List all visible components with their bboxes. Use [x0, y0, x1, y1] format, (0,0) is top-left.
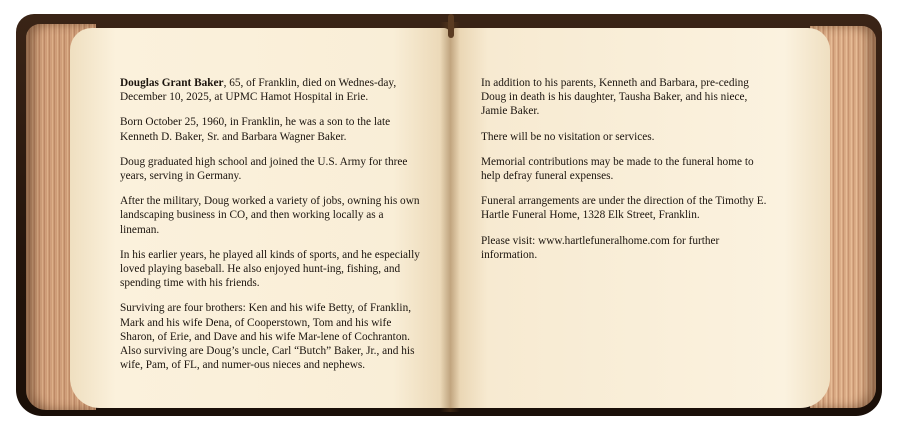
intro-details: , 65, of Franklin, died on Wednes-day, December 10, 2025, at UPMC Hamot Hospital in Erie.	[120, 77, 397, 104]
right-page-text	[481, 76, 773, 273]
hobbies-paragraph: In his earlier years, he played all kinds of sports, and he especially loved playing baseball. He also enjoyed hunt-ing, fishing, and spending time with his friends.	[120, 248, 420, 290]
career-paragraph: After the military, Doug worked a variety of jobs, owning his own landscaping business in CO, and then working locally as a lineman.	[120, 195, 420, 236]
obituary-intro	[120, 76, 420, 104]
deceased-name: Douglas Grant Baker	[120, 77, 224, 89]
book-spine	[448, 14, 454, 38]
memorial-paragraph: Memorial contributions may be made to the funeral home to help defray funeral expenses.	[481, 155, 754, 183]
book-gutter	[440, 22, 460, 412]
services-paragraph: There will be no visitation or services.	[481, 130, 655, 143]
survivors-paragraph: Surviving are four brothers: Ken and his wife Betty, of Franklin, Mark and his wife Dena, of Cooperstown, Tom and his wife Sharon, of Erie, and Dave and his wife Mar-lene of Cochranton. Also surviving are Doug’s uncle, Carl “Butch” Baker, Jr., and his wife, Pam, of FL, and numer-ous nieces and nephews.	[120, 302, 415, 372]
preceded-paragraph: In addition to his parents, Kenneth and Barbara, pre-ceding Doug in death is his daughter, Tausha Baker, and his niece, Jamie Baker.	[481, 77, 749, 118]
arrangements-paragraph: Funeral arrangements are under the direction of the Timothy E. Hartle Funeral Home, 1328 Elk Street, Franklin.	[481, 195, 767, 222]
left-page-text	[120, 76, 420, 383]
military-paragraph: Doug graduated high school and joined the U.S. Army for three years, serving in Germany.	[120, 155, 408, 183]
birth-paragraph: Born October 25, 1960, in Franklin, he was a son to the late Kenneth D. Baker, Sr. and Barbara Wagner Baker.	[120, 116, 391, 143]
website-paragraph: Please visit: www.hartlefuneralhome.com for further information.	[481, 234, 720, 261]
